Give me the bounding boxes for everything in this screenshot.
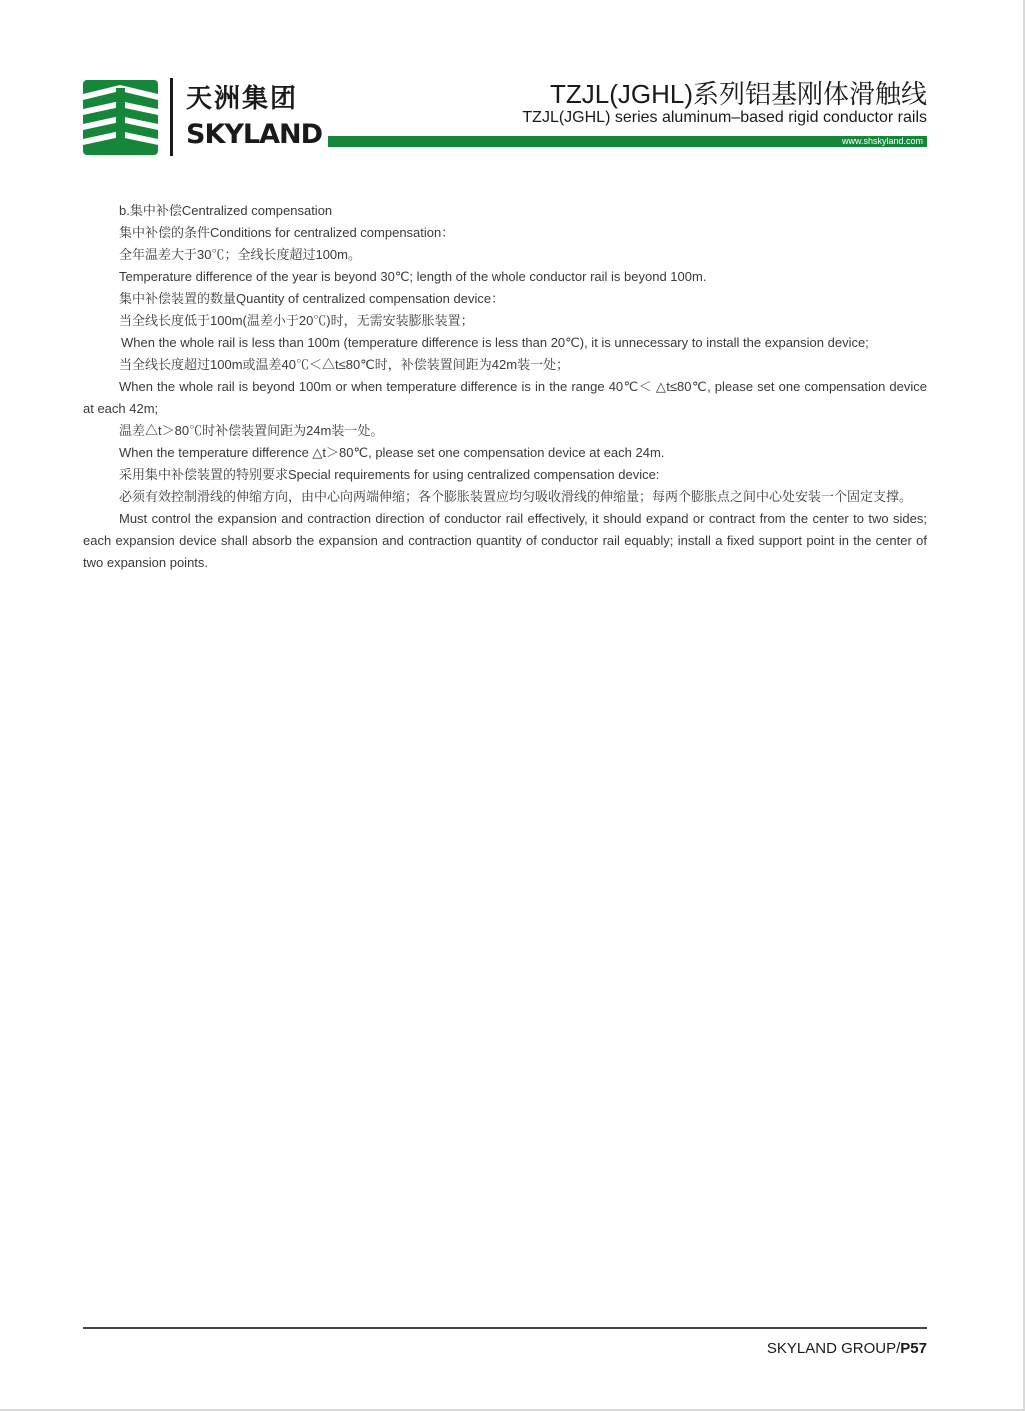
paragraph: 温差△t＞80℃时补偿装置间距为24m装一处。	[119, 423, 384, 438]
paragraph: Temperature difference of the year is beyond 30℃; length of the whole conductor rail is beyond 100m.	[119, 269, 707, 284]
logo-chinese-name: 天洲集团	[186, 84, 299, 114]
logo-divider	[170, 78, 173, 156]
paragraph: When the whole rail is beyond 100m or when temperature difference is in the range 40℃＜ △t≤80℃, please set one compensation device at each 42m;	[83, 379, 927, 416]
paragraph: 采用集中补偿装置的特别要求Special requirements for using centralized compensation device:	[119, 467, 660, 482]
footer-rule	[83, 1327, 927, 1329]
paragraph: When the whole rail is less than 100m (temperature difference is less than 20℃), it is unnecessary to install the expansion device;	[121, 335, 869, 350]
section-heading: b.集中补偿Centralized compensation	[119, 203, 333, 218]
page-title-english: TZJL(JGHL) series aluminum–based rigid conductor rails	[522, 109, 927, 126]
header-green-bar	[328, 136, 927, 147]
footer-label	[767, 1339, 927, 1359]
paragraph: When the temperature difference △t＞80℃, please set one compensation device at each 24m.	[119, 445, 665, 460]
paragraph: 必须有效控制滑线的伸缩方向，由中心向两端伸缩；各个膨胀装置应均匀吸收滑线的伸缩量；每两个膨胀点之间中心处安装一个固定支撑。	[119, 489, 913, 504]
paragraph: 集中补偿装置的数量Quantity of centralized compensation device：	[119, 291, 505, 306]
website-link[interactable]: www.shskyland.com	[841, 136, 923, 146]
paragraph: 当全线长度超过100m或温差40℃＜△t≤80℃时，补偿装置间距为42m装一处；	[119, 357, 570, 372]
page-title-chinese: TZJL(JGHL)系列铝基刚体滑触线	[549, 79, 927, 109]
page-number: P57	[900, 1340, 927, 1357]
paragraph: 集中补偿的条件Conditions for centralized compensation：	[119, 225, 455, 240]
skyland-logo-icon	[83, 80, 158, 155]
paragraph: 当全线长度低于100m(温差小于20℃)时，无需安装膨胀装置；	[119, 313, 474, 328]
logo-english-name: SKYLAND	[186, 119, 323, 150]
paragraph: Must control the expansion and contraction direction of conductor rail effectively, it should expand or contract from the center to two sides; each expansion device shall absorb the expansion and contraction quantity of conductor rail equably; install a fixed support point in the center of two expansion points.	[83, 511, 927, 570]
paragraph: 全年温差大于30℃；全线长度超过100m。	[119, 247, 361, 262]
document-body	[83, 200, 927, 574]
footer-company: SKYLAND GROUP/	[766, 1340, 901, 1357]
